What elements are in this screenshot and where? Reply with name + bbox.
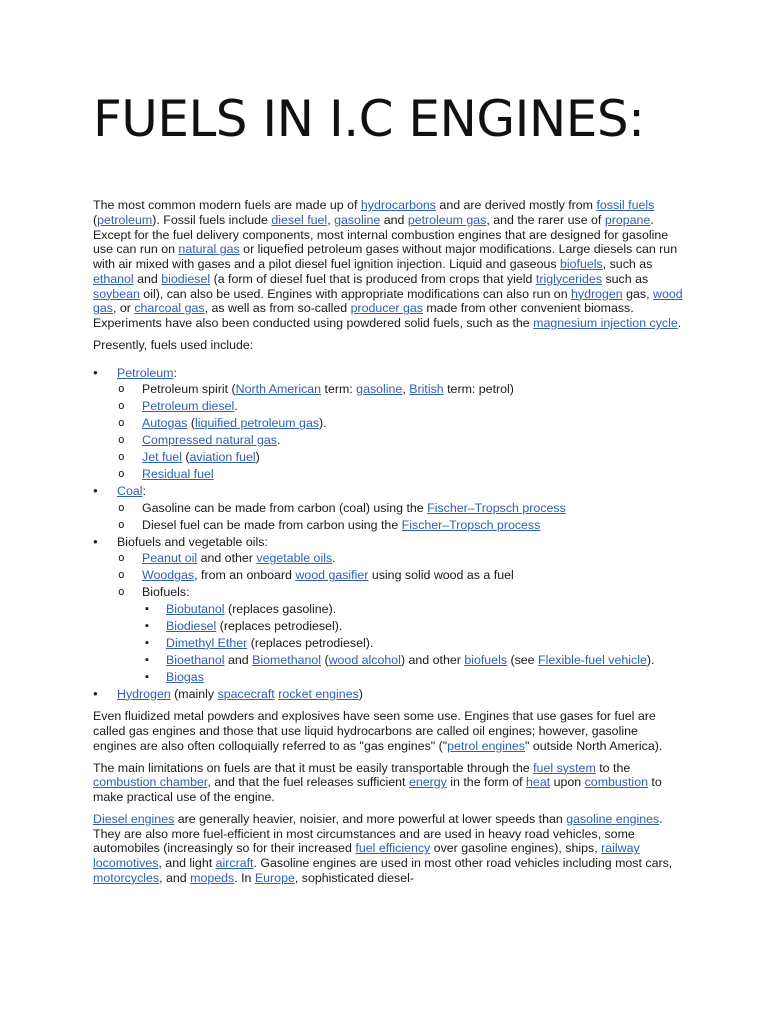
sub-list: [117, 382, 683, 481]
link-fischer-tropsch-process[interactable]: Fischer–Tropsch process: [427, 500, 566, 515]
document-body: [93, 198, 683, 893]
text-run: .: [277, 433, 281, 448]
list-item: [117, 399, 683, 414]
list-item: [117, 433, 683, 448]
link-fuel-system[interactable]: fuel system: [533, 760, 596, 775]
link-aviation-fuel[interactable]: aviation fuel: [189, 450, 256, 464]
link-petroleum[interactable]: petroleum: [97, 212, 153, 227]
text-run: made from other convenient biomass. Experiments have also been conducted using powdered solid fuels, such as the: [93, 301, 634, 330]
link-ethanol[interactable]: ethanol: [93, 271, 134, 286]
text-run: .: [234, 399, 238, 414]
list-item-text: [166, 670, 204, 684]
diesel-engines-paragraph: [93, 812, 683, 886]
text-run: " outside North America).: [525, 738, 663, 753]
text-run: ): [255, 450, 260, 464]
link-railway[interactable]: railway: [601, 841, 640, 856]
intro-paragraph: [93, 198, 683, 331]
list-item: [142, 619, 683, 634]
link-europe[interactable]: Europe: [254, 870, 295, 885]
text-run: Even fluidized metal powders and explosives have seen some use. Engines that use gases for fuel are called gas engines and those that use liquid hydrocarbons are called oil engines; however, gasoline engines are also often colloquially referred to as "gas engines" (": [93, 709, 656, 753]
link-petroleum-gas[interactable]: petroleum gas: [407, 212, 487, 227]
list-item-text: [142, 501, 566, 515]
text-run: , from an onboard: [194, 568, 296, 583]
list-item-text: [117, 535, 268, 549]
link-coal[interactable]: Coal: [117, 483, 143, 498]
text-run: (see: [507, 652, 539, 667]
link-diesel-engines[interactable]: Diesel engines: [93, 811, 175, 826]
link-petrol-engines[interactable]: petrol engines: [447, 738, 525, 753]
text-run: Biofuels:: [142, 585, 190, 600]
text-run: Biofuels and vegetable oils:: [117, 534, 268, 549]
link-british[interactable]: British: [409, 382, 444, 397]
list-item: [142, 670, 683, 685]
text-run: . They are also more fuel-efficient in most circumstances and are used in heavy road vehicles, some automobiles (increasingly so for their increased: [93, 811, 663, 856]
text-run: in the form of: [446, 775, 527, 790]
link-compressed-natural-gas[interactable]: Compressed natural gas: [142, 433, 277, 448]
link-heat[interactable]: heat: [526, 775, 551, 790]
text-run: (a form of diesel fuel that is produced from crops that yield: [210, 271, 536, 286]
text-run: , and the rarer use of: [486, 212, 605, 227]
text-run: Petroleum spirit (: [142, 382, 236, 397]
link-fossil-fuels[interactable]: fossil fuels: [596, 198, 655, 212]
text-run: using solid wood as a fuel: [368, 568, 514, 583]
link-bioethanol[interactable]: Bioethanol: [166, 652, 225, 667]
text-run: ). Fossil fuels include: [152, 212, 272, 227]
link-hydrogen[interactable]: hydrogen: [571, 286, 623, 301]
link-biodiesel[interactable]: biodiesel: [161, 271, 211, 286]
text-run: (replaces petrodiesel).: [216, 618, 343, 633]
text-run: :: [142, 483, 146, 498]
link-wood-gas[interactable]: wood gas: [93, 286, 683, 316]
link-motorcycles[interactable]: motorcycles: [93, 870, 160, 885]
text-run: to the: [595, 760, 631, 775]
link-flexible-fuel-vehicle[interactable]: Flexible-fuel vehicle: [538, 652, 647, 667]
list-item-text: [142, 416, 327, 430]
sub-list: [142, 602, 683, 685]
text-run: to make practical use of the engine.: [93, 775, 662, 805]
list-item-text: [142, 551, 336, 565]
link-hydrocarbons[interactable]: hydrocarbons: [360, 198, 436, 212]
link-magnesium-injection-cycle[interactable]: magnesium injection cycle: [533, 316, 678, 330]
link-petroleum-diesel[interactable]: Petroleum diesel: [142, 399, 235, 414]
list-item-text: [166, 653, 654, 667]
fuel-list: [93, 366, 683, 702]
link-gasoline-engines[interactable]: gasoline engines: [566, 811, 660, 826]
list-item: [117, 450, 683, 465]
link-peanut-oil[interactable]: Peanut oil: [142, 551, 198, 566]
link-combustion[interactable]: combustion: [584, 775, 648, 790]
text-run: and are derived mostly from: [435, 198, 597, 212]
link-natural-gas[interactable]: natural gas: [178, 242, 240, 257]
link-soybean[interactable]: soybean: [93, 286, 140, 301]
text-run: oil), can also be used. Engines with appropriate modifications can also run on: [139, 286, 572, 301]
list-item-text: [117, 687, 363, 701]
text-run: ) and other: [400, 652, 465, 667]
list-item: [142, 653, 683, 668]
link-woodgas[interactable]: Woodgas: [142, 568, 195, 583]
text-run: . In: [234, 870, 255, 885]
text-run: ,: [402, 382, 410, 397]
text-run: .: [332, 551, 336, 566]
link-fuel-efficiency[interactable]: fuel efficiency: [355, 841, 431, 856]
text-run: (: [181, 450, 190, 464]
text-run: (: [187, 416, 196, 431]
text-run: , and: [159, 870, 191, 885]
link-locomotives[interactable]: locomotives: [93, 856, 159, 871]
link-rocket-engines[interactable]: rocket engines: [278, 686, 359, 701]
link-triglycerides[interactable]: triglycerides: [535, 271, 603, 286]
page-title: FUELS IN I.C ENGINES:: [93, 90, 645, 148]
text-run: ): [358, 686, 363, 701]
sub-list: [117, 501, 683, 533]
list-item-text: [117, 366, 177, 380]
text-run: Gasoline can be made from carbon (coal) using the: [142, 500, 428, 515]
text-run: (replaces gasoline).: [224, 601, 337, 616]
list-item-text: [142, 518, 540, 532]
text-run: (replaces petrodiesel).: [247, 635, 374, 650]
link-residual-fuel[interactable]: Residual fuel: [142, 466, 214, 481]
list-item-text: [142, 450, 260, 464]
link-propane[interactable]: propane: [604, 212, 651, 227]
text-run: over gasoline engines), ships,: [430, 841, 602, 856]
text-run: term:: [321, 382, 357, 397]
text-run: and: [380, 212, 408, 227]
list-item: [117, 467, 683, 482]
list-item: [117, 551, 683, 566]
text-run: Presently, fuels used include:: [93, 337, 254, 352]
text-run: , and light: [158, 856, 216, 871]
text-run: (mainly: [170, 686, 218, 701]
link-spacecraft[interactable]: spacecraft: [217, 686, 275, 701]
text-run: ).: [646, 652, 655, 667]
list-item: [117, 568, 683, 583]
list-item: [142, 602, 683, 617]
limitations-paragraph: [93, 761, 683, 805]
link-aircraft[interactable]: aircraft: [215, 856, 254, 871]
link-autogas[interactable]: Autogas: [142, 416, 188, 431]
list-item-text: [166, 619, 342, 633]
text-run: and: [224, 652, 253, 667]
list-item: [93, 535, 683, 685]
list-item-text: [142, 433, 280, 447]
text-run: (: [93, 212, 98, 227]
sub-list: [117, 551, 683, 684]
link-fischer-tropsch-process[interactable]: Fischer–Tropsch process: [401, 517, 541, 532]
link-biofuels[interactable]: biofuels: [560, 257, 603, 271]
gas-engines-paragraph: [93, 709, 683, 753]
list-item: [142, 636, 683, 651]
text-run: term: petrol): [443, 382, 514, 397]
link-producer-gas[interactable]: producer gas: [350, 301, 423, 316]
link-biomethanol[interactable]: Biomethanol: [252, 652, 322, 667]
text-run: Diesel fuel can be made from carbon using the: [142, 517, 402, 532]
link-biofuels[interactable]: biofuels: [464, 652, 508, 667]
link-vegetable-oils[interactable]: vegetable oils: [256, 551, 333, 566]
text-run: ).: [319, 416, 327, 431]
text-run: ,: [327, 212, 335, 227]
text-run: The main limitations on fuels are that it must be easily transportable through the: [93, 760, 534, 775]
text-run: and: [133, 271, 162, 286]
link-jet-fuel[interactable]: Jet fuel: [142, 450, 182, 464]
link-north-american[interactable]: North American: [235, 382, 322, 397]
link-charcoal-gas[interactable]: charcoal gas: [134, 301, 205, 316]
link-biogas[interactable]: Biogas: [166, 669, 204, 684]
list-item: [117, 416, 683, 431]
list-item-text: [142, 568, 514, 582]
link-liquified-petroleum-gas[interactable]: liquified petroleum gas: [195, 416, 320, 431]
text-run: upon: [550, 775, 585, 790]
list-item: [93, 484, 683, 532]
link-diesel-fuel[interactable]: diesel fuel: [271, 212, 328, 227]
text-run: . Gasoline engines are used in most other road vehicles including most cars,: [253, 856, 673, 871]
text-run: such as: [602, 271, 649, 286]
text-run: and other: [197, 551, 257, 566]
link-mopeds[interactable]: mopeds: [190, 870, 235, 885]
link-biobutanol[interactable]: Biobutanol: [166, 601, 225, 616]
list-item-text: [117, 484, 146, 498]
link-wood-alcohol[interactable]: wood alcohol: [328, 652, 401, 667]
link-gasoline[interactable]: gasoline: [334, 212, 381, 227]
text-run: gas,: [622, 286, 654, 301]
link-dimethyl-ether[interactable]: Dimethyl Ether: [166, 635, 248, 650]
presently-paragraph: [93, 338, 683, 353]
text-run: (: [321, 652, 329, 667]
list-item: [117, 382, 683, 397]
list-item: [117, 585, 683, 684]
text-run: , sophisticated diesel-: [294, 870, 415, 885]
text-run: , as well as from so-called: [204, 301, 351, 316]
list-item: [93, 687, 683, 702]
text-run: , or: [112, 301, 135, 316]
link-hydrogen[interactable]: Hydrogen: [117, 686, 171, 701]
list-item: [117, 501, 683, 516]
link-energy[interactable]: energy: [408, 775, 447, 790]
list-item-text: [142, 585, 190, 599]
list-item-text: [142, 399, 238, 413]
text-run: :: [173, 365, 177, 380]
link-gasoline[interactable]: gasoline: [356, 382, 403, 397]
link-wood-gasifier[interactable]: wood gasifier: [295, 568, 369, 583]
list-item-text: [166, 636, 373, 650]
text-run: are generally heavier, noisier, and more powerful at lower speeds than: [174, 811, 567, 826]
list-item: [93, 366, 683, 482]
list-item-text: [166, 602, 336, 616]
text-run: . Except for the fuel delivery components, most internal combustion engines that are designed for gasoline use can run on: [93, 212, 669, 257]
text-run: or liquefied petroleum gases without major modifications. Large diesels can run with air mixed with gases and a pilot diesel fuel ignition injection. Liquid and gaseous: [93, 242, 678, 271]
list-item-text: [142, 467, 214, 481]
text-run: , such as: [602, 257, 653, 271]
text-run: .: [677, 316, 682, 330]
text-run: , and that the fuel releases sufficient: [207, 775, 409, 790]
text-run: The most common modern fuels are made up of: [93, 198, 361, 212]
list-item: [117, 518, 683, 533]
link-biodiesel[interactable]: Biodiesel: [166, 618, 217, 633]
list-item-text: [142, 382, 514, 396]
link-combustion-chamber[interactable]: combustion chamber: [93, 775, 208, 790]
link-petroleum[interactable]: Petroleum: [117, 365, 174, 380]
